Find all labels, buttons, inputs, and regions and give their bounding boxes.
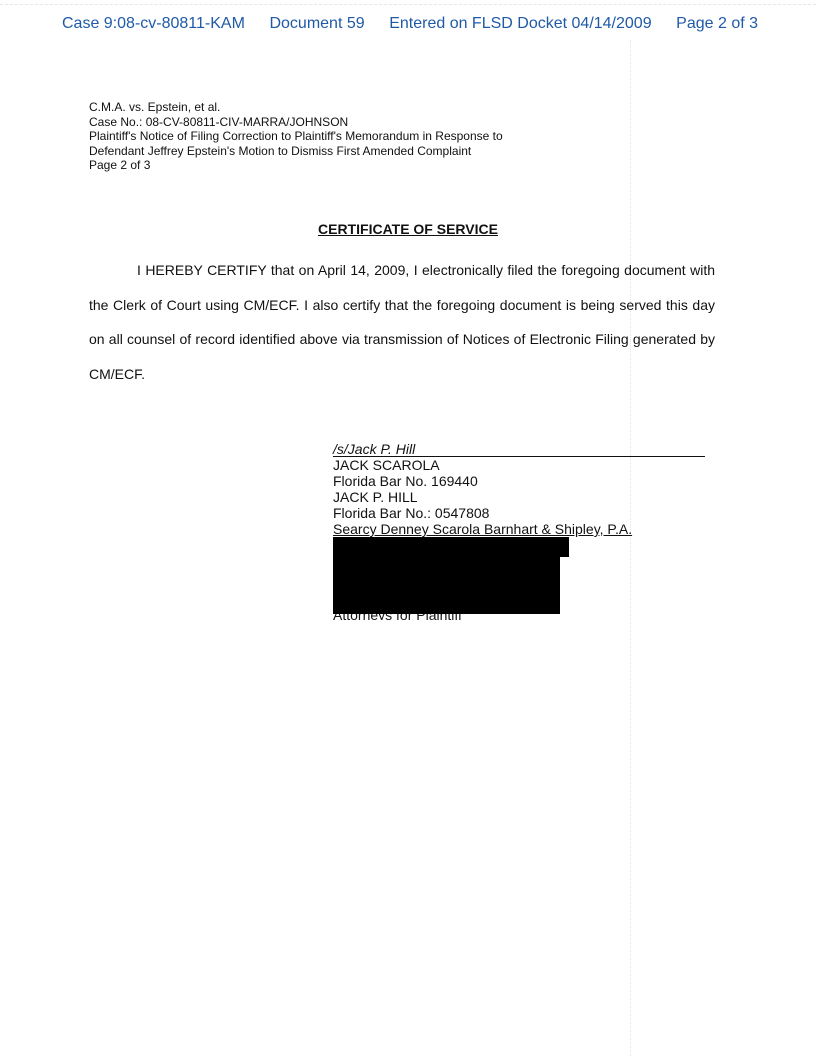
document-number: Document 59 bbox=[269, 15, 365, 32]
redaction-box bbox=[333, 555, 560, 614]
signature-block bbox=[333, 441, 705, 537]
attorney-name-2: JACK P. HILL bbox=[333, 489, 418, 505]
law-firm-name: Searcy Denney Scarola Barnhart & Shipley, P.A. bbox=[333, 521, 633, 537]
caption-filing-title: Plaintiff's Notice of Filing Correction to Plaintiff's Memorandum in Response to bbox=[89, 129, 503, 144]
caption-case-no: Case No.: 08-CV-80811-CIV-MARRA/JOHNSON bbox=[89, 114, 349, 129]
scan-artifact-line bbox=[0, 4, 816, 5]
caption-filing-title-cont: Defendant Jeffrey Epstein's Motion to Dismiss First Amended Complaint bbox=[89, 143, 472, 158]
header-page-number: Page 2 of 3 bbox=[676, 15, 758, 32]
attorney-name-1: JACK SCAROLA bbox=[333, 457, 440, 473]
case-caption bbox=[89, 100, 503, 173]
bar-number-1: Florida Bar No. 169440 bbox=[333, 473, 478, 489]
case-number: Case 9:08-cv-80811-KAM bbox=[62, 15, 245, 32]
scan-artifact-vertical bbox=[630, 40, 631, 1056]
docket-header bbox=[62, 15, 758, 33]
docket-entry-date: Entered on FLSD Docket 04/14/2009 bbox=[389, 15, 652, 32]
certificate-paragraph: I HEREBY CERTIFY that on April 14, 2009, I electronically filed the foregoing document with the Clerk of Court using CM/ECF. I also certify that the foregoing document is being served this day on all counsel of record identified above via transmission of Notices of Electronic Filing generated by CM/ECF. bbox=[89, 262, 715, 382]
bar-number-2: Florida Bar No.: 0547808 bbox=[333, 505, 490, 521]
electronic-signature: /s/Jack P. Hill bbox=[333, 441, 705, 457]
certificate-body bbox=[89, 253, 715, 391]
redaction-box bbox=[333, 537, 569, 557]
caption-page: Page 2 of 3 bbox=[89, 158, 151, 173]
caption-parties: C.M.A. vs. Epstein, et al. bbox=[89, 100, 221, 114]
certificate-title: CERTIFICATE OF SERVICE bbox=[318, 221, 498, 237]
